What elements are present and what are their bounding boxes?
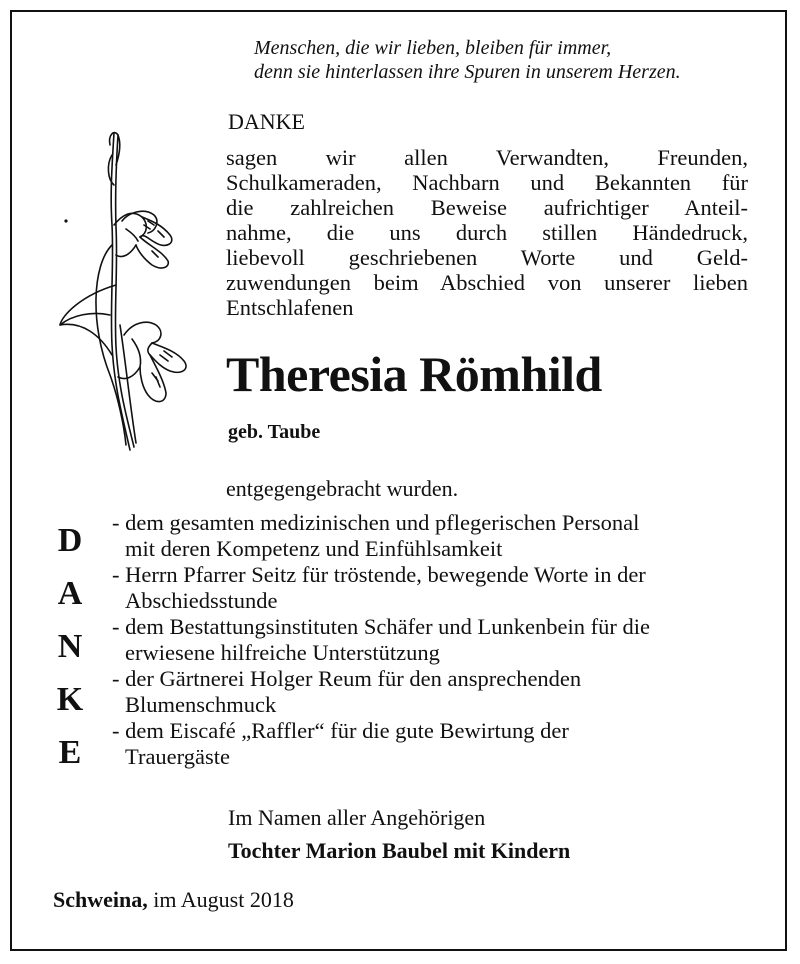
vertical-letter: A [57, 575, 83, 612]
thanks-item [112, 562, 762, 614]
intro-paragraph [226, 145, 748, 320]
on-behalf-text: Im Namen aller Angehörigen [228, 805, 486, 830]
intro-line: nahme, die uns durch stillen Händedruck, [226, 220, 748, 245]
motto-line-1: Menschen, die wir lieben, bleiben für immer, [254, 37, 612, 59]
signer-name: Tochter Marion Baubel mit Kindern [228, 838, 571, 863]
intro-line: sagen wir allen Verwandten, Freunden, [226, 145, 748, 170]
vertical-danke [50, 514, 90, 779]
thanks-line: Abschiedsstunde [125, 588, 278, 613]
thanks-line: Trauergäste [125, 744, 230, 769]
intro-line: liebevoll geschriebenen Worte und Geld- [226, 245, 748, 270]
thanks-item [112, 510, 762, 562]
iris-flower-icon [52, 125, 210, 455]
intro-line: zuwendungen beim Abschied von unserer lieben [226, 270, 748, 295]
motto-line-2: denn sie hinterlassen ihre Spuren in unserem Herzen. [254, 61, 681, 83]
place-date [53, 887, 294, 913]
vertical-letter: K [56, 681, 84, 718]
intro-line: die zahlreichen Beweise aufrichtiger Anteil- [226, 195, 748, 220]
deceased-name: Theresia Römhild [226, 346, 602, 402]
town-name: Schweina, [53, 887, 148, 912]
maiden-name: geb. Taube [228, 421, 321, 443]
thanks-line: mit deren Kompetenz und Einfühlsamkeit [125, 536, 503, 561]
thanks-list [112, 510, 762, 770]
thanks-line: - der Gärtnerei Holger Reum für den ansprechenden [112, 666, 582, 691]
intro-line: Entschlafenen [226, 295, 354, 320]
thanks-item [112, 718, 762, 770]
thanks-line: erwiesene hilfreiche Unterstützung [125, 640, 440, 665]
thanks-line: - dem Eiscafé „Raffler“ für die gute Bewirtung der [112, 718, 569, 743]
vertical-letter: D [57, 522, 83, 559]
notice-date: im August 2018 [153, 887, 294, 912]
danke-heading: DANKE [228, 109, 305, 134]
motto-quote [254, 36, 754, 84]
closing-phrase: entgegengebracht wurden. [226, 476, 459, 501]
thanks-line: - dem Bestattungsinstituten Schäfer und Lunkenbein für die [112, 614, 651, 639]
thanks-line: Blumenschmuck [125, 692, 277, 717]
thanks-item [112, 614, 762, 666]
vertical-letter: E [58, 734, 82, 771]
intro-line: Schulkameraden, Nachbarn und Bekannten für [226, 170, 748, 195]
vertical-letter: N [57, 628, 83, 665]
thanks-line: - dem gesamten medizinischen und pflegerischen Personal [112, 510, 640, 535]
thanks-item [112, 666, 762, 718]
thanks-line: - Herrn Pfarrer Seitz für tröstende, bewegende Worte in der [112, 562, 646, 587]
